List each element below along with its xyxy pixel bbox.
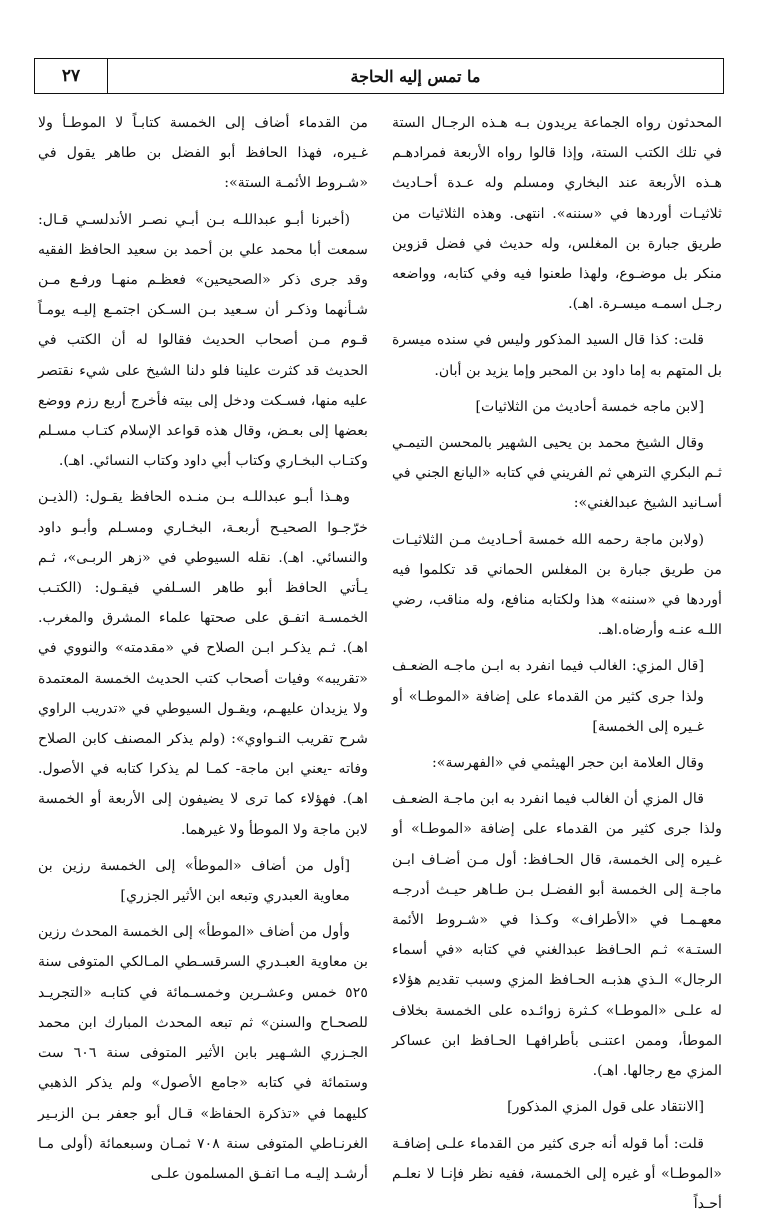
section-heading: [أول من أضاف «الموطأ» إلى الخمسة رزين بن معاوية العبدري وتبعه ابن الأثير الجزري] — [38, 851, 368, 911]
paragraph: وأول من أضاف «الموطأ» إلى الخمسة المحدث رزين بن معاوية العبـدري السرقسـطي المـالكي المتوفى سنة ٥٢٥ خمس وعشـرين وخمسـمائة في كتابـه «التجريـد للصحـاح والسنن» ثم تبعه المحدث المبارك ابن محمد الجـزري الشـهير بابن الأثير المتوفى سنة ٦٠٦ ست وستمائة في كتابه «جامع الأصول» ولم يذكر الذهبي كليهما في «تذكرة الحفاظ» قـال أبو جعفر بـن الزبـير الغرنـاطي المتوفى سنة ٧٠٨ ثمـان وسبعمائة (أولى مـا أرشـد إليـه مـا اتفـق المسلمون علـى — [38, 917, 368, 1189]
paragraph: من القدماء أضاف إلى الخمسة كتابـاً لا الموطـأ ولا غـيره، فهذا الحافظ أبو الفضل بن طاهر يقول في «شـروط الأئمـة الستة»: — [38, 108, 368, 199]
paragraph: وقال الشيخ محمد بن يحيى الشهير بالمحسن التيمـي ثـم البكري الترهي ثم الفريني في كتابه «اليانع الجني في أسـانيد الشيخ عبدالغني»: — [392, 428, 722, 519]
paragraph: قلت: كذا قال السيد المذكور وليس في سنده ميسرة بل المتهم به إما داود بن المحبر وإما يزيد بن أبان. — [392, 325, 722, 385]
paragraph: قلت: أما قوله أنه جرى كثير من القدماء علـى إضافـة «الموطـا» أو غيره إلى الخمسة، ففيه نظر فإنـا لا نعلـم أحـداً — [392, 1129, 722, 1219]
right-column — [392, 108, 722, 1088]
section-heading: [لابن ماجه خمسة أحاديث من الثلاثيات] — [392, 392, 722, 422]
quote-paragraph: (أخبرنا أبـو عبداللـه بـن أبـي نصـر الأندلسـي قـال: سمعت أبا محمد علي بن أحمد بن سعيد الحافظ الفقيه وقد جرى ذكر «الصحيحين» فعظـم منهـا ورفـع مـن شـأنهما وذكـر أن سـعيد بـن السـكن اجتمـع إليـه يومـاً قـوم مـن أصحاب الحديث فقالوا له أن الكتب في الحديث قد كثرت علينا فلو دلنا الشيخ على شيء نقتصر عليه منها، فسـكت ودخل إلى بيته فأخرج أربع رزم ووضع بعضها إلى بعـض، وقال هذه قواعد الإسلام كتـاب مسـلم وكتـاب البخـاري وكتاب أبي داود وكتاب النسائي. اهـ). — [38, 205, 368, 477]
page-header — [34, 58, 724, 94]
paragraph: وقال العلامة ابن حجر الهيثمي في «الفهرسة»: — [392, 748, 722, 778]
left-column — [38, 108, 368, 1088]
quote-paragraph: (ولابن ماجة رحمه الله خمسة أحـاديث مـن الثلاثيـات من طريق جبارة بن المغلس الحماني قد تكلموا فيه أوردها في «سننه» هذا ولكتابه منافع، وله مناقب، رضي اللـه عنـه وأرضاه.اهـ. — [392, 525, 722, 646]
paragraph: وهـذا أبـو عبداللـه بـن منـده الحافظ يقـول: (الذيـن خرّجـوا الصحيـح أربعـة، البخـاري ومسـلم وأبـو داود والنسائي. اهـ). نقله السيوطي في «زهر الربـى»، ثـم يـأتي الحافظ أبو طاهر السـلفي فيقـول: (الكتـب الخمسـة اتفـق على صحتها علماء المشرق والمغرب. اهـ). ثـم يذكـر ابـن الصلاح في «مقدمته» والنووي في «تقريبه» وفيات أصحاب كتب الحديث الخمسة المعتمدة ولا يزيدان عليهـم، ويقـول السيوطي في «تدريب الراوي شرح تقريب النـواوي»: (ولم يذكر المصنف كابن الصلاح وفاته -يعني ابن ماجة- كمـا لم يذكرا كتابه في الأصول. اهـ). فهؤلاء كما ترى لا يضيفون إلى الأربعة أو الخمسة لابن ماجة ولا الموطأ ولا غيرهما. — [38, 482, 368, 844]
section-heading: [الانتقاد على قول المزي المذكور] — [392, 1092, 722, 1122]
section-heading: [قال المزي: الغالب فيما انفرد به ابـن ماجـه الضعـف ولذا جرى كثير من القدماء على إضافة «الموطـا» أو غـيره إلى الخمسة] — [392, 651, 722, 742]
page-number: ٢٧ — [35, 59, 108, 93]
paragraph: المحدثون رواه الجماعة يريدون بـه هـذه الرجـال الستة في تلك الكتب الستة، وإذا قالوا رواه الأربعة فمرادهـم هـذه الأربعة عند البخاري ومسلم وله عـدة أحـاديث ثلاثيـات أوردها في «سننه». انتهى. وهذه الثلاثيات من طريق جبارة بن المغلس، وله حديث في فضل قزوين منكر بل موضـوع، ولهذا طعنوا فيه وفي كتابه، وواضعه رجـل اسمـه ميسـرة. اهـ). — [392, 108, 722, 319]
running-title: ما تمس إليه الحاجة — [108, 59, 723, 93]
quote-paragraph: قال المزي أن الغالب فيما انفرد به ابن ماجـة الضعـف ولذا جرى كثير من القدماء على إضافة «الموطـا» أو غـيره إلى الخمسة، قال الحـافظ: أول مـن أضـاف ابـن ماجـة إلى الخمسة أبو الفضـل بـن طـاهر حيـث أدرجـه معهـمـا في «الأطراف» وكـذا في «شـروط الأئمة الستـة» ثـم الحـافظ عبدالغني في كتابه «في أسماء الرجال» الـذي هذبـه الحـافظ المزي وسبب تقديم هؤلاء له علـى «الموطـا» كـثرة زوائـده على الخمسة بخلاف الموطأ، وممن اعتنـى بأطرافهـا الحـافظ ابن عساكر المزي مع رجالها. اهـ). — [392, 784, 722, 1086]
